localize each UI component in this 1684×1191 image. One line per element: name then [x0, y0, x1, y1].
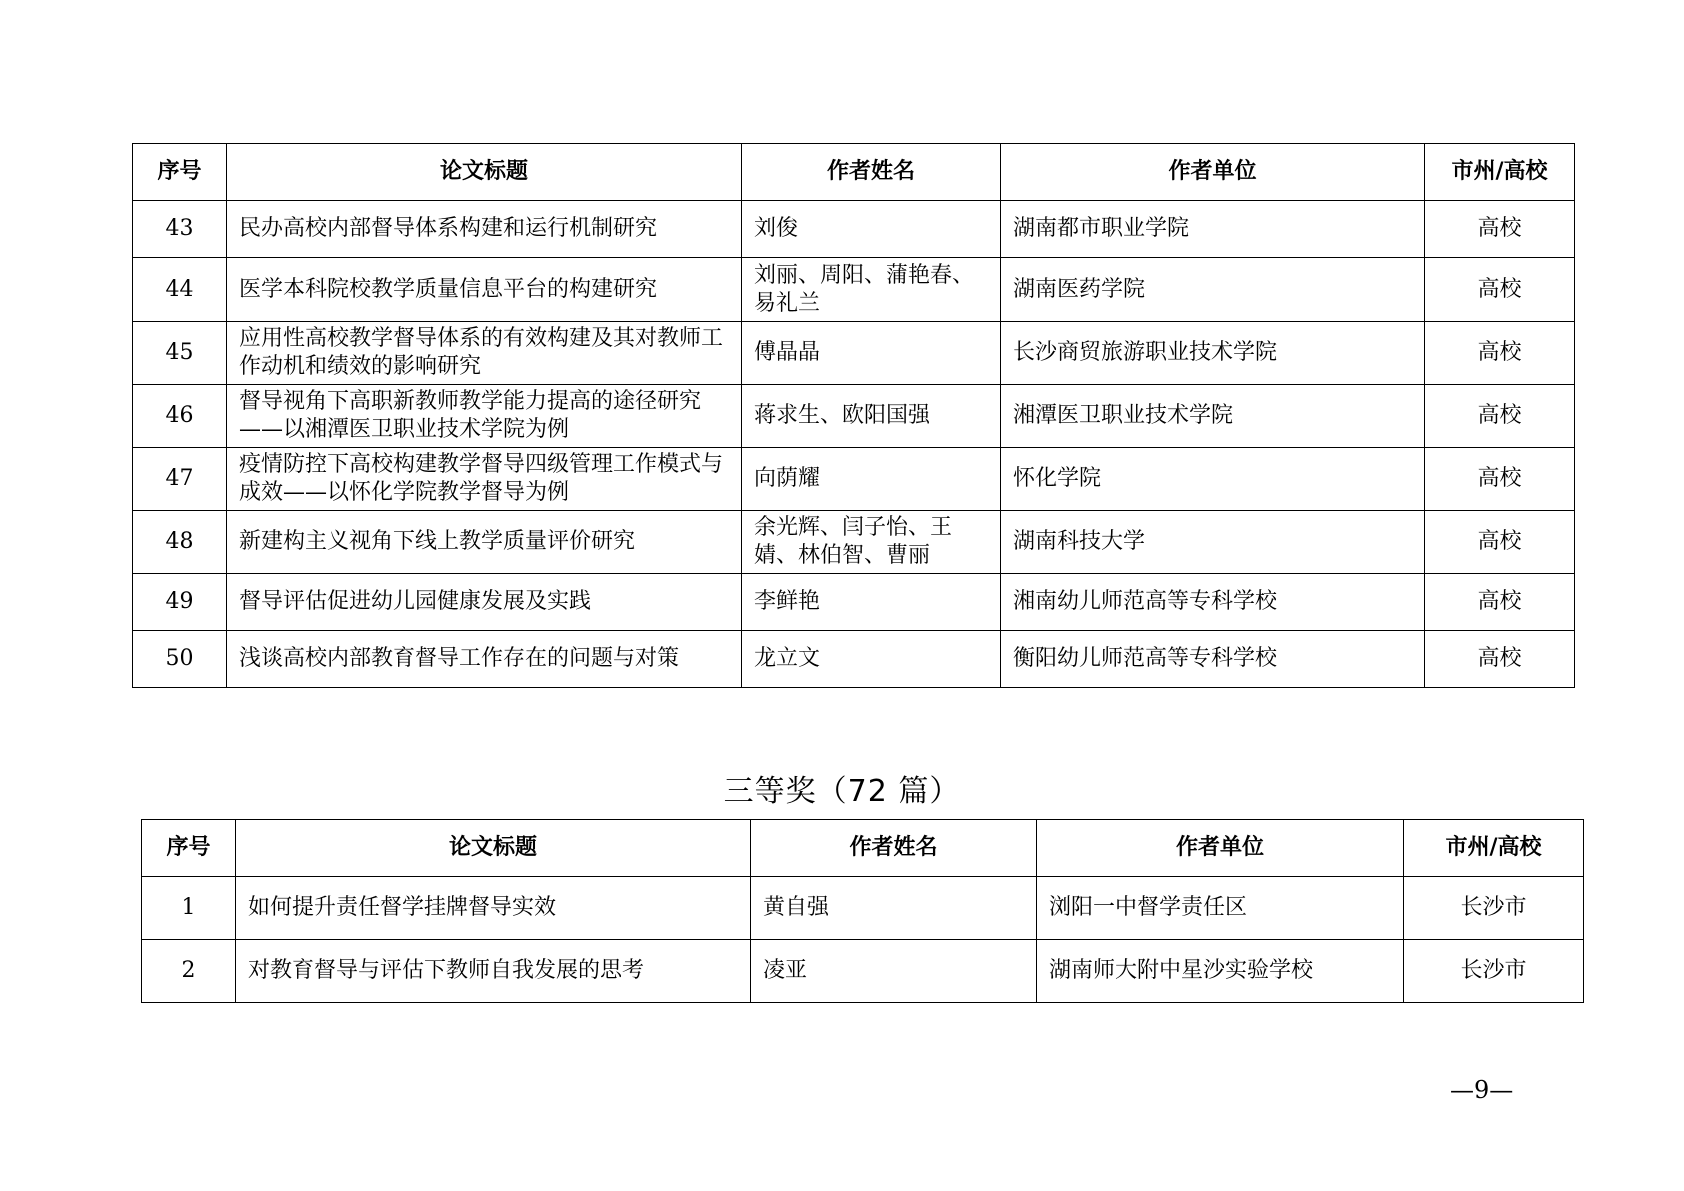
- author-unit: 湖南科技大学: [1001, 511, 1425, 574]
- author-unit: 湖南师大附中星沙实验学校: [1037, 940, 1404, 1003]
- author-unit: 衡阳幼儿师范高等专科学校: [1001, 631, 1425, 688]
- row-number: 1: [142, 877, 236, 940]
- table-row: [133, 201, 1575, 258]
- table-row: [133, 258, 1575, 322]
- row-number: 2: [142, 940, 236, 1003]
- author-names: 龙立文: [742, 631, 1001, 688]
- table-row: [133, 631, 1575, 688]
- header-region: 市州/高校: [1425, 144, 1575, 201]
- author-unit: 湖南都市职业学院: [1001, 201, 1425, 258]
- region: 高校: [1425, 574, 1575, 631]
- table-row: [133, 511, 1575, 574]
- table-row: [133, 448, 1575, 511]
- author-unit: 湘南幼儿师范高等专科学校: [1001, 574, 1425, 631]
- table-row: [142, 940, 1584, 1003]
- page-number: —9—: [1450, 1076, 1514, 1104]
- author-unit: 怀化学院: [1001, 448, 1425, 511]
- region: 高校: [1425, 385, 1575, 448]
- region: 高校: [1425, 201, 1575, 258]
- paper-title: 督导评估促进幼儿园健康发展及实践: [227, 574, 742, 631]
- author-names: 余光辉、闫子怡、王婧、林伯智、曹丽: [742, 511, 1001, 574]
- region: 高校: [1425, 631, 1575, 688]
- author-unit: 湘潭医卫职业技术学院: [1001, 385, 1425, 448]
- table-row: [133, 574, 1575, 631]
- author-names: 刘俊: [742, 201, 1001, 258]
- section-title: 三等奖（72 篇）: [723, 774, 961, 809]
- header-author: 作者姓名: [751, 820, 1037, 877]
- author-names: 黄自强: [751, 877, 1037, 940]
- paper-title: 医学本科院校教学质量信息平台的构建研究: [227, 258, 742, 322]
- paper-title: 浅谈高校内部教育督导工作存在的问题与对策: [227, 631, 742, 688]
- author-unit: 长沙商贸旅游职业技术学院: [1001, 322, 1425, 385]
- paper-title: 督导视角下高职新教师教学能力提高的途径研究——以湘潭医卫职业技术学院为例: [227, 385, 742, 448]
- header-unit: 作者单位: [1037, 820, 1404, 877]
- table-row: [142, 877, 1584, 940]
- header-no: 序号: [142, 820, 236, 877]
- region: 高校: [1425, 511, 1575, 574]
- table-header-row: [133, 144, 1575, 201]
- header-no: 序号: [133, 144, 227, 201]
- paper-title: 对教育督导与评估下教师自我发展的思考: [236, 940, 751, 1003]
- author-names: 凌亚: [751, 940, 1037, 1003]
- header-title: 论文标题: [227, 144, 742, 201]
- paper-title: 疫情防控下高校构建教学督导四级管理工作模式与成效——以怀化学院教学督导为例: [227, 448, 742, 511]
- paper-title: 民办高校内部督导体系构建和运行机制研究: [227, 201, 742, 258]
- author-names: 李鲜艳: [742, 574, 1001, 631]
- region: 高校: [1425, 322, 1575, 385]
- author-names: 蒋求生、欧阳国强: [742, 385, 1001, 448]
- author-names: 向荫耀: [742, 448, 1001, 511]
- author-unit: 湖南医药学院: [1001, 258, 1425, 322]
- author-unit: 浏阳一中督学责任区: [1037, 877, 1404, 940]
- header-author: 作者姓名: [742, 144, 1001, 201]
- row-number: 49: [133, 574, 227, 631]
- table-row: [133, 385, 1575, 448]
- table-row: [133, 322, 1575, 385]
- paper-title: 新建构主义视角下线上教学质量评价研究: [227, 511, 742, 574]
- region: 长沙市: [1404, 877, 1584, 940]
- row-number: 48: [133, 511, 227, 574]
- author-names: 傅晶晶: [742, 322, 1001, 385]
- third-prize-table: [141, 819, 1584, 1003]
- row-number: 45: [133, 322, 227, 385]
- header-title: 论文标题: [236, 820, 751, 877]
- awards-table-continued: [132, 143, 1575, 688]
- row-number: 43: [133, 201, 227, 258]
- table-header-row: [142, 820, 1584, 877]
- region: 高校: [1425, 448, 1575, 511]
- paper-title: 应用性高校教学督导体系的有效构建及其对教师工作动机和绩效的影响研究: [227, 322, 742, 385]
- paper-title: 如何提升责任督学挂牌督导实效: [236, 877, 751, 940]
- row-number: 47: [133, 448, 227, 511]
- header-unit: 作者单位: [1001, 144, 1425, 201]
- row-number: 50: [133, 631, 227, 688]
- header-region: 市州/高校: [1404, 820, 1584, 877]
- author-names: 刘丽、周阳、蒲艳春、易礼兰: [742, 258, 1001, 322]
- region: 高校: [1425, 258, 1575, 322]
- row-number: 44: [133, 258, 227, 322]
- row-number: 46: [133, 385, 227, 448]
- region: 长沙市: [1404, 940, 1584, 1003]
